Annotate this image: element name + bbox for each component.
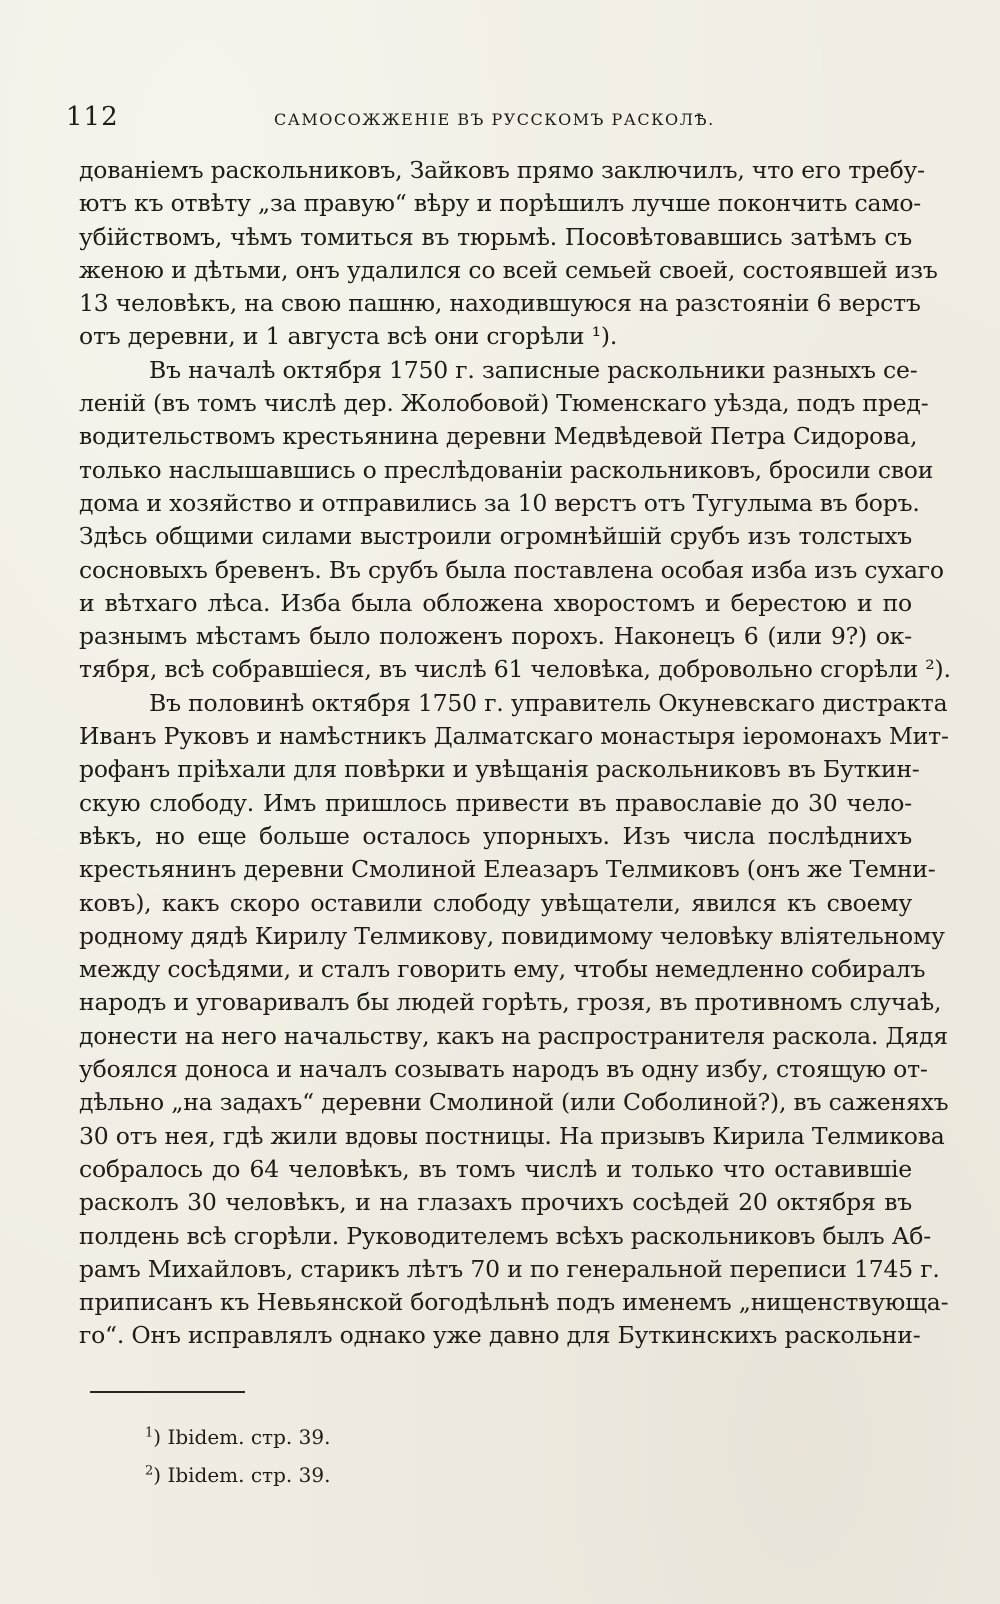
page-header — [66, 102, 926, 138]
text-line: тября, всѣ собравшіеся, въ числѣ 61 человѣка, добровольно сгорѣли ²). — [79, 655, 951, 684]
footnote-1 — [145, 1418, 545, 1456]
text-line: рофанъ пріѣхали для повѣрки и увѣщанія раскольниковъ въ Буткин- — [79, 755, 920, 784]
text-line: 13 человѣкъ, на свою пашню, находившуюся на разстояніи 6 верстъ — [79, 289, 921, 318]
text-line: ютъ къ отвѣту „за правую“ вѣру и порѣшилъ лучше покончить само- — [79, 189, 922, 218]
text-line: только наслышавшись о преслѣдованіи раскольниковъ, бросили свои — [79, 455, 934, 484]
text-line: водительствомъ крестьянина деревни Медвѣдевой Петра Сидорова, — [79, 422, 918, 451]
text-line: Иванъ Руковъ и намѣстникъ Далматскаго монастыря іеромонахъ Мит- — [79, 722, 949, 751]
text-line: скую слободу. Имъ пришлось привести въ православіе до 30 чело- — [79, 788, 912, 817]
text-line: расколъ 30 человѣкъ, и на глазахъ прочихъ сосѣдей 20 октября въ — [79, 1188, 912, 1217]
text-line: сосновыхъ бревенъ. Въ срубъ была поставлена особая изба изъ сухаго — [79, 555, 944, 584]
text-line: отъ деревни, и 1 августа всѣ они сгорѣли ¹). — [79, 322, 618, 351]
footnote-mark: 2 — [145, 1463, 154, 1479]
text-line: леній (въ томъ числѣ дер. Жолобовой) Тюменскаго уѣзда, подъ пред- — [79, 389, 929, 418]
text-line: дованіемъ раскольниковъ, Зайковъ прямо заключилъ, что его требу- — [79, 156, 925, 184]
text-line: женою и дѣтьми, онъ удалился со всей семьей своей, состоявшей изъ — [79, 255, 938, 284]
text-line: вѣкъ, но еще больше осталось упорныхъ. Изъ числа послѣднихъ — [79, 821, 912, 850]
page-number: 112 — [66, 102, 119, 132]
text-line: между сосѣдями, и сталъ говорить ему, чтобы немедленно собиралъ — [79, 955, 926, 984]
text-line: рамъ Михайловъ, старикъ лѣтъ 70 и по генеральной переписи 1745 г. — [79, 1254, 940, 1283]
text-line: дома и хозяйство и отправились за 10 верстъ отъ Тугулыма въ боръ. — [79, 488, 920, 517]
text-line: родному дядѣ Кирилу Телмикову, повидимому человѣку вліятельному — [79, 921, 945, 950]
text-line: крестьянинъ деревни Смолиной Елеазаръ Телмиковъ (онъ же Темни- — [79, 855, 936, 884]
text-line: ковъ), какъ скоро оставили слободу увѣщатели, явился къ своему — [79, 888, 912, 917]
footnote-mark: 1 — [145, 1425, 154, 1441]
text-line: дѣльно „на задахъ“ деревни Смолиной (или Соболиной?), въ саженяхъ — [79, 1088, 949, 1117]
footnote-text: ) Ibidem. стр. 39. — [153, 1463, 331, 1487]
footnotes — [145, 1418, 545, 1494]
text-line: народъ и уговаривалъ бы людей горѣть, грозя, въ противномъ случаѣ, — [79, 988, 942, 1017]
body-text — [79, 154, 951, 1353]
footnote-rule — [90, 1391, 245, 1393]
text-line: и вѣтхаго лѣса. Изба была обложена хворостомъ и берестою и по — [79, 588, 912, 617]
footnote-text: ) Ibidem. стр. 39. — [153, 1425, 331, 1449]
text-line: полдень всѣ сгорѣли. Руководителемъ всѣхъ раскольниковъ былъ Аб- — [79, 1221, 931, 1250]
text-line: приписанъ къ Невьянской богодѣльнѣ подъ именемъ „нищенствующа- — [79, 1288, 949, 1317]
text-line: убоялся доноса и началъ созывать народъ въ одну избу, стоящую от- — [79, 1055, 928, 1084]
text-line: Здѣсь общими силами выстроили огромнѣйшій срубъ изъ толстыхъ — [79, 522, 912, 551]
text-line: собралось до 64 человѣкъ, въ томъ числѣ и только что оставившіе — [79, 1154, 912, 1183]
text-line: Въ началѣ октября 1750 г. записные раскольники разныхъ се- — [149, 355, 918, 384]
text-line: разнымъ мѣстамъ было положенъ порохъ. Наконецъ 6 (или 9?) ок- — [79, 622, 912, 651]
text-line: го“. Онъ исправлялъ однако уже давно для Буткинскихъ раскольни- — [79, 1321, 921, 1350]
footnote-2 — [145, 1456, 545, 1494]
running-head: САМОСОЖЖЕНІЕ ВЪ РУССКОМЪ РАСКОЛѢ. — [274, 110, 715, 129]
text-line: 30 отъ нея, гдѣ жили вдовы постницы. На призывъ Кирила Телмикова — [79, 1121, 945, 1150]
text-line: донести на него начальству, какъ на распространителя раскола. Дядя — [79, 1021, 948, 1050]
text-line: убійствомъ, чѣмъ томиться въ тюрьмѣ. Посовѣтовавшись затѣмъ съ — [79, 222, 912, 251]
text-line: Въ половинѣ октября 1750 г. управитель Окуневскаго дистракта — [149, 688, 948, 717]
